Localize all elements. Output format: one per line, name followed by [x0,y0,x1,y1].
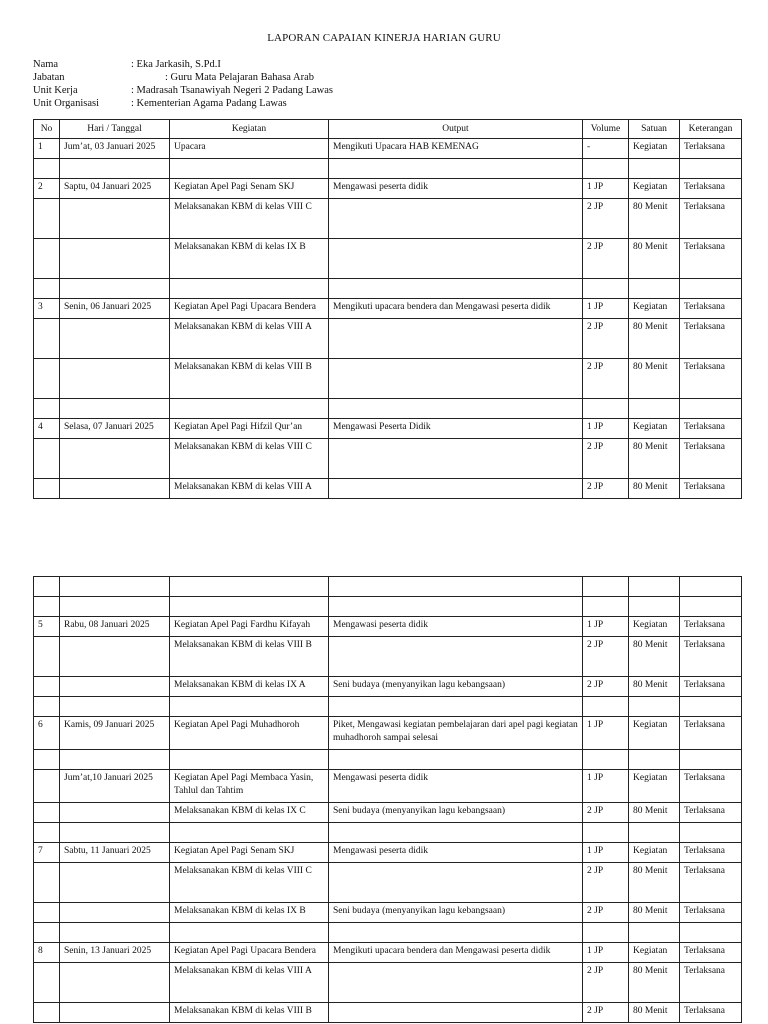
table-cell: 1 JP [583,179,629,199]
table-cell [680,697,742,717]
table-cell [583,597,629,617]
table-cell [329,199,583,239]
table-cell: 2 JP [583,239,629,279]
table-cell: Melaksanakan KBM di kelas IX B [170,239,329,279]
table-cell [60,239,170,279]
table-cell: Terlaksana [680,239,742,279]
table-cell [34,770,60,803]
table-cell: Rabu, 08 Januari 2025 [60,617,170,637]
table-cell [680,399,742,419]
table-cell [329,637,583,677]
table-cell: Kegiatan [629,843,680,863]
table-cell: Seni budaya (menyanyikan lagu kebangsaan) [329,803,583,823]
table-cell: Terlaksana [680,677,742,697]
table-cell: 1 JP [583,717,629,750]
table-cell [60,750,170,770]
table-cell: Melaksanakan KBM di kelas VIII C [170,863,329,903]
table-cell [34,697,60,717]
table-cell: Kegiatan [629,617,680,637]
table-cell [170,750,329,770]
table-cell: 1 JP [583,299,629,319]
table-cell: Kegiatan [629,943,680,963]
table-row [34,803,742,823]
table-cell: 80 Menit [629,199,680,239]
table-cell: 80 Menit [629,803,680,823]
table-cell [170,597,329,617]
table-cell [34,637,60,677]
table-cell [170,823,329,843]
table-cell [680,279,742,299]
table-row [34,617,742,637]
table-cell: 2 JP [583,677,629,697]
table-body [34,577,742,1023]
table-cell: 7 [34,843,60,863]
table-cell [680,159,742,179]
table-cell [34,1003,60,1023]
table-cell [583,697,629,717]
table-cell: 80 Menit [629,1003,680,1023]
table-cell: 2 JP [583,1003,629,1023]
table-cell [34,399,60,419]
table-row [34,903,742,923]
info-value: : Kementerian Agama Padang Lawas [131,98,287,109]
table-cell: Mengikuti upacara bendera dan Mengawasi peserta didik [329,299,583,319]
table-cell [60,319,170,359]
table-cell [34,319,60,359]
table-cell [170,399,329,419]
table-cell: 80 Menit [629,359,680,399]
table-cell [680,923,742,943]
table-header-row [34,120,742,139]
info-value: : Guru Mata Pelajaran Bahasa Arab [165,72,314,83]
table-row [34,199,742,239]
table-cell: 80 Menit [629,439,680,479]
table-cell: Melaksanakan KBM di kelas IX B [170,903,329,923]
table-cell: Seni budaya (menyanyikan lagu kebangsaan) [329,677,583,697]
table-cell [34,359,60,399]
table-row [34,239,742,279]
table-cell [329,479,583,499]
table-row [34,697,742,717]
table-cell [680,750,742,770]
table-cell [34,963,60,1003]
table-row [34,943,742,963]
table-cell [680,597,742,617]
table-cell [629,577,680,597]
header-kegiatan: Kegiatan [170,120,329,139]
table-cell: 80 Menit [629,479,680,499]
table-cell [583,279,629,299]
table-cell: Kegiatan [629,299,680,319]
table-cell [60,963,170,1003]
table-row [34,159,742,179]
table-cell: - [583,139,629,159]
table-cell: Saptu, 04 Januari 2025 [60,179,170,199]
table-cell: Terlaksana [680,199,742,239]
table-row [34,717,742,750]
table-cell: 2 JP [583,439,629,479]
table-cell [34,903,60,923]
table-cell: Terlaksana [680,963,742,1003]
table-cell: Kegiatan Apel Pagi Senam SKJ [170,843,329,863]
table-cell [583,577,629,597]
table-cell: 2 JP [583,803,629,823]
table-cell: 80 Menit [629,319,680,359]
table-cell: 80 Menit [629,239,680,279]
table-cell [34,159,60,179]
table-cell: 80 Menit [629,677,680,697]
table-cell: 80 Menit [629,863,680,903]
table-cell [60,863,170,903]
table-cell: Terlaksana [680,863,742,903]
table-cell [34,823,60,843]
table-cell: Jum’at,10 Januari 2025 [60,770,170,803]
table-cell: 5 [34,617,60,637]
table-cell [34,199,60,239]
table-cell: 2 JP [583,359,629,399]
table-cell [329,963,583,1003]
table-cell [60,823,170,843]
table-cell [329,319,583,359]
table-cell: Senin, 06 Januari 2025 [60,299,170,319]
activity-table-page-2 [33,576,742,1023]
table-cell: 1 JP [583,617,629,637]
table-cell: 6 [34,717,60,750]
table-cell [34,577,60,597]
table-row [34,399,742,419]
table-cell [60,399,170,419]
table-cell [34,923,60,943]
table-cell: 2 JP [583,903,629,923]
table-cell [34,803,60,823]
table-cell [629,597,680,617]
table-cell: Kegiatan Apel Pagi Hifzil Qur’an [170,419,329,439]
table-cell [60,159,170,179]
table-cell: Jum’at, 03 Januari 2025 [60,139,170,159]
table-cell [34,239,60,279]
table-cell: Kegiatan [629,419,680,439]
table-cell [60,923,170,943]
table-cell: 2 JP [583,963,629,1003]
table-cell: 8 [34,943,60,963]
table-row [34,279,742,299]
table-cell: Terlaksana [680,1003,742,1023]
table-row [34,770,742,803]
table-cell: Mengikuti upacara bendera dan Mengawasi peserta didik [329,943,583,963]
table-cell: Melaksanakan KBM di kelas VIII A [170,479,329,499]
table-row [34,677,742,697]
activity-table-page-1 [33,119,742,499]
table-row [34,1003,742,1023]
report-title: LAPORAN CAPAIAN KINERJA HARIAN GURU [267,32,501,44]
table-row [34,823,742,843]
table-cell: Kegiatan Apel Pagi Upacara Bendera [170,299,329,319]
table-cell: Kegiatan [629,717,680,750]
info-label: Unit Kerja [33,85,78,96]
table-row [34,923,742,943]
table-cell [329,1003,583,1023]
table-cell [329,577,583,597]
table-cell: Kegiatan Apel Pagi Upacara Bendera [170,943,329,963]
table-row [34,359,742,399]
table-cell [60,903,170,923]
table-cell [60,677,170,697]
table-cell: Mengikuti Upacara HAB KEMENAG [329,139,583,159]
table-cell [329,159,583,179]
table-cell: Terlaksana [680,843,742,863]
table-cell: Terlaksana [680,179,742,199]
header-satuan: Satuan [629,120,680,139]
header-no: No [34,120,60,139]
table-cell [60,439,170,479]
table-cell [170,577,329,597]
table-cell: Piket, Mengawasi kegiatan pembelajaran dari apel pagi kegiatan muhadhoroh sampai selesai [329,717,583,750]
table-row [34,577,742,597]
info-value: : Madrasah Tsanawiyah Negeri 2 Padang Lawas [131,85,334,96]
table-cell [60,697,170,717]
table-cell: Melaksanakan KBM di kelas VIII C [170,199,329,239]
table-cell: Terlaksana [680,439,742,479]
table-cell [34,597,60,617]
table-cell: Kegiatan Apel Pagi Muhadhoroh [170,717,329,750]
table-cell [583,159,629,179]
table-cell [60,359,170,399]
table-cell: 2 JP [583,863,629,903]
table-cell: Mengawasi peserta didik [329,770,583,803]
table-cell: Mengawasi peserta didik [329,617,583,637]
header-hari-tanggal: Hari / Tanggal [60,120,170,139]
table-cell: Terlaksana [680,943,742,963]
table-cell: Senin, 13 Januari 2025 [60,943,170,963]
table-row [34,439,742,479]
table-cell: Melaksanakan KBM di kelas VIII A [170,963,329,1003]
table-row [34,139,742,159]
table-cell: 2 [34,179,60,199]
table-cell [60,1003,170,1023]
table-cell: Seni budaya (menyanyikan lagu kebangsaan) [329,903,583,923]
table-cell: Melaksanakan KBM di kelas IX A [170,677,329,697]
table-cell [60,637,170,677]
table-cell [583,399,629,419]
table-cell [329,399,583,419]
table-cell: 2 JP [583,319,629,359]
table-cell: Kegiatan [629,139,680,159]
table-cell: 1 JP [583,770,629,803]
table-cell [329,750,583,770]
table-cell: 2 JP [583,637,629,677]
header-volume: Volume [583,120,629,139]
table-cell [34,677,60,697]
table-cell: Terlaksana [680,299,742,319]
info-value: : Eka Jarkasih, S.Pd.I [131,59,221,70]
table-cell: Terlaksana [680,770,742,803]
table-cell: Kegiatan Apel Pagi Fardhu Kifayah [170,617,329,637]
table-cell [329,597,583,617]
table-cell: 80 Menit [629,963,680,1003]
table-cell: 1 JP [583,943,629,963]
table-cell: Sabtu, 11 Januari 2025 [60,843,170,863]
table-cell [34,863,60,903]
table-cell: 1 [34,139,60,159]
table-row [34,963,742,1003]
table-cell: Melaksanakan KBM di kelas IX C [170,803,329,823]
table-cell: Kegiatan Apel Pagi Membaca Yasin, Tahlul dan Tahtim [170,770,329,803]
table-cell [60,577,170,597]
table-cell [60,597,170,617]
table-cell: Kegiatan Apel Pagi Senam SKJ [170,179,329,199]
table-cell [583,923,629,943]
table-cell [629,923,680,943]
table-cell: 2 JP [583,199,629,239]
table-cell [329,359,583,399]
table-cell: Melaksanakan KBM di kelas VIII A [170,319,329,359]
table-cell [329,239,583,279]
table-cell: Upacara [170,139,329,159]
table-cell: Kamis, 09 Januari 2025 [60,717,170,750]
table-cell: Mengawasi Peserta Didik [329,419,583,439]
table-cell: 3 [34,299,60,319]
table-cell: Terlaksana [680,139,742,159]
table-cell: Terlaksana [680,419,742,439]
table-row [34,419,742,439]
table-cell: Melaksanakan KBM di kelas VIII B [170,637,329,677]
table-cell: Terlaksana [680,717,742,750]
table-cell [170,279,329,299]
table-cell [583,750,629,770]
table-cell [329,697,583,717]
table-cell [170,159,329,179]
table-cell: Melaksanakan KBM di kelas VIII C [170,439,329,479]
table-row [34,479,742,499]
table-cell: Terlaksana [680,359,742,399]
table-row [34,843,742,863]
table-cell: 2 JP [583,479,629,499]
table-cell: Mengawasi peserta didik [329,179,583,199]
table-row [34,863,742,903]
table-cell [170,697,329,717]
table-cell [329,823,583,843]
table-cell: Terlaksana [680,479,742,499]
table-cell [629,279,680,299]
header-keterangan: Keterangan [680,120,742,139]
table-cell [60,279,170,299]
table-cell [629,159,680,179]
table-row [34,637,742,677]
table-cell [60,479,170,499]
table-cell: Terlaksana [680,637,742,677]
table-cell [629,823,680,843]
table-cell [34,479,60,499]
table-cell: Terlaksana [680,803,742,823]
table-cell [170,923,329,943]
table-cell [629,750,680,770]
table-cell [329,863,583,903]
info-label: Jabatan [33,72,65,83]
table-cell: Selasa, 07 Januari 2025 [60,419,170,439]
table-cell [60,803,170,823]
table-cell: Kegiatan [629,770,680,803]
table-cell: Terlaksana [680,617,742,637]
info-label: Nama [33,59,59,70]
table-cell [34,279,60,299]
table-cell: Kegiatan [629,179,680,199]
table-cell [680,577,742,597]
table-cell [329,923,583,943]
table-cell [60,199,170,239]
table-cell: 4 [34,419,60,439]
table-row [34,597,742,617]
table-cell [329,439,583,479]
table-cell: 1 JP [583,843,629,863]
table-cell: 80 Menit [629,903,680,923]
table-cell [629,697,680,717]
table-cell: Terlaksana [680,903,742,923]
table-cell: Melaksanakan KBM di kelas VIII B [170,1003,329,1023]
table-cell: Melaksanakan KBM di kelas VIII B [170,359,329,399]
table-cell: 80 Menit [629,637,680,677]
table-cell: 1 JP [583,419,629,439]
table-row [34,750,742,770]
table-cell [329,279,583,299]
header-output: Output [329,120,583,139]
table-cell: Mengawasi peserta didik [329,843,583,863]
table-row [34,299,742,319]
table-body [34,139,742,499]
table-cell [583,823,629,843]
info-label: Unit Organisasi [33,98,100,109]
table-cell [629,399,680,419]
table-cell [34,750,60,770]
table-cell [680,823,742,843]
table-row [34,179,742,199]
table-cell [34,439,60,479]
table-cell: Terlaksana [680,319,742,359]
table-row [34,319,742,359]
